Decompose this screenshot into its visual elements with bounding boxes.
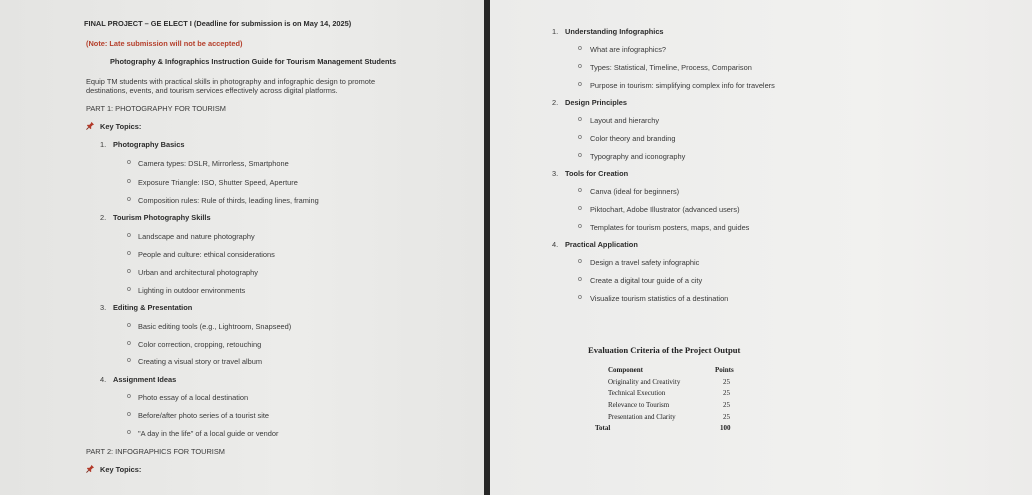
section-number: 1. [100,140,107,149]
bullet-icon: o [578,116,582,123]
bullet-icon: o [127,268,131,275]
total-label: Total [595,424,611,432]
list-item: Exposure Triangle: ISO, Shutter Speed, Aperture [138,178,298,187]
list-item: Canva (ideal for beginners) [590,187,680,196]
bullet-icon: o [578,63,582,70]
list-item: Photo essay of a local destination [138,393,249,402]
bullet-icon: o [127,196,131,203]
table-row: Relevance to Tourism [608,401,670,409]
col-header-points: Points [715,366,734,374]
section-number: 2. [552,98,559,107]
section-title-design: Design Principles [565,98,628,107]
list-item: Templates for tourism posters, maps, and guides [590,223,750,232]
list-item: Lighting in outdoor environments [138,286,246,295]
key-topics-label-2: Key Topics: [100,465,142,474]
section-number: 4. [552,240,559,249]
table-row: Presentation and Clarity [608,413,676,421]
list-item: What are infographics? [590,45,666,54]
list-item: Before/after photo series of a tourist site [138,411,270,420]
section-title-understanding: Understanding Infographics [565,27,664,36]
bullet-icon: o [578,276,582,283]
total-points: 100 [720,424,731,432]
table-row: Originality and Creativity [608,378,681,386]
bullet-icon: o [578,152,582,159]
section-number: 4. [100,375,107,384]
section-title-assignment-ideas: Assignment Ideas [113,375,177,384]
list-item: Color correction, cropping, retouching [138,340,262,349]
list-item: People and culture: ethical considerations [138,250,275,259]
pushpin-icon [86,121,95,130]
bullet-icon: o [578,258,582,265]
bullet-icon: o [578,223,582,230]
bullet-icon: o [578,81,582,88]
bullet-icon: o [578,45,582,52]
list-item: Composition rules: Rule of thirds, leading lines, framing [138,196,319,205]
section-number: 3. [100,303,107,312]
section-title-tools: Tools for Creation [565,169,629,178]
section-number: 2. [100,213,107,222]
list-item: Basic editing tools (e.g., Lightroom, Snapseed) [138,322,292,331]
intro-line-2: destinations, events, and tourism services effectively across digital platforms. [86,86,338,95]
section-title-tourism-photography: Tourism Photography Skills [113,213,211,222]
bullet-icon: o [127,411,131,418]
row-points: 25 [723,378,730,386]
bullet-icon: o [127,340,131,347]
bullet-icon: o [578,187,582,194]
bullet-icon: o [127,286,131,293]
left-page [0,0,484,495]
table-row: Technical Execution [608,389,666,397]
key-topics-label: Key Topics: [100,122,142,131]
section-number: 3. [552,169,559,178]
part2-heading: PART 2: INFOGRAPHICS FOR TOURISM [86,447,225,456]
list-item: Urban and architectural photography [138,268,258,277]
row-points: 25 [723,413,730,421]
guide-title: Photography & Infographics Instruction Guide for Tourism Management Students [110,57,397,66]
row-points: 25 [723,401,730,409]
section-title-practical: Practical Application [565,240,638,249]
list-item: Typography and iconography [590,152,686,161]
part1-heading: PART 1: PHOTOGRAPHY FOR TOURISM [86,104,226,113]
bullet-icon: o [127,357,131,364]
list-item: Creating a visual story or travel album [138,357,263,366]
list-item: Landscape and nature photography [138,232,255,241]
col-header-component: Component [608,366,644,374]
late-submission-note: (Note: Late submission will not be accepted) [86,39,243,48]
bullet-icon: o [127,393,131,400]
section-title-photography-basics: Photography Basics [113,140,185,149]
pushpin-icon [86,464,95,473]
list-item: Layout and hierarchy [590,116,660,125]
list-item: Visualize tourism statistics of a destination [590,294,729,303]
right-page [490,0,1032,495]
bullet-icon: o [127,159,131,166]
list-item: Piktochart, Adobe Illustrator (advanced users) [590,205,740,214]
list-item: "A day in the life" of a local guide or vendor [138,429,279,438]
list-item: Design a travel safety infographic [590,258,700,267]
bullet-icon: o [127,429,131,436]
bullet-icon: o [127,232,131,239]
list-item: Types: Statistical, Timeline, Process, Comparison [590,63,752,72]
list-item: Color theory and branding [590,134,676,143]
list-item: Create a digital tour guide of a city [590,276,703,285]
section-title-editing: Editing & Presentation [113,303,193,312]
list-item: Camera types: DSLR, Mirrorless, Smartphone [138,159,289,168]
intro-line-1: Equip TM students with practical skills in photography and infographic design to promote [86,77,376,86]
evaluation-title: Evaluation Criteria of the Project Output [588,345,741,355]
bullet-icon: o [127,250,131,257]
bullet-icon: o [578,294,582,301]
bullet-icon: o [127,322,131,329]
bullet-icon: o [578,205,582,212]
list-item: Purpose in tourism: simplifying complex info for travelers [590,81,775,90]
section-number: 1. [552,27,559,36]
project-header: FINAL PROJECT – GE ELECT I (Deadline for submission is on May 14, 2025) [84,19,352,28]
row-points: 25 [723,389,730,397]
bullet-icon: o [127,178,131,185]
bullet-icon: o [578,134,582,141]
